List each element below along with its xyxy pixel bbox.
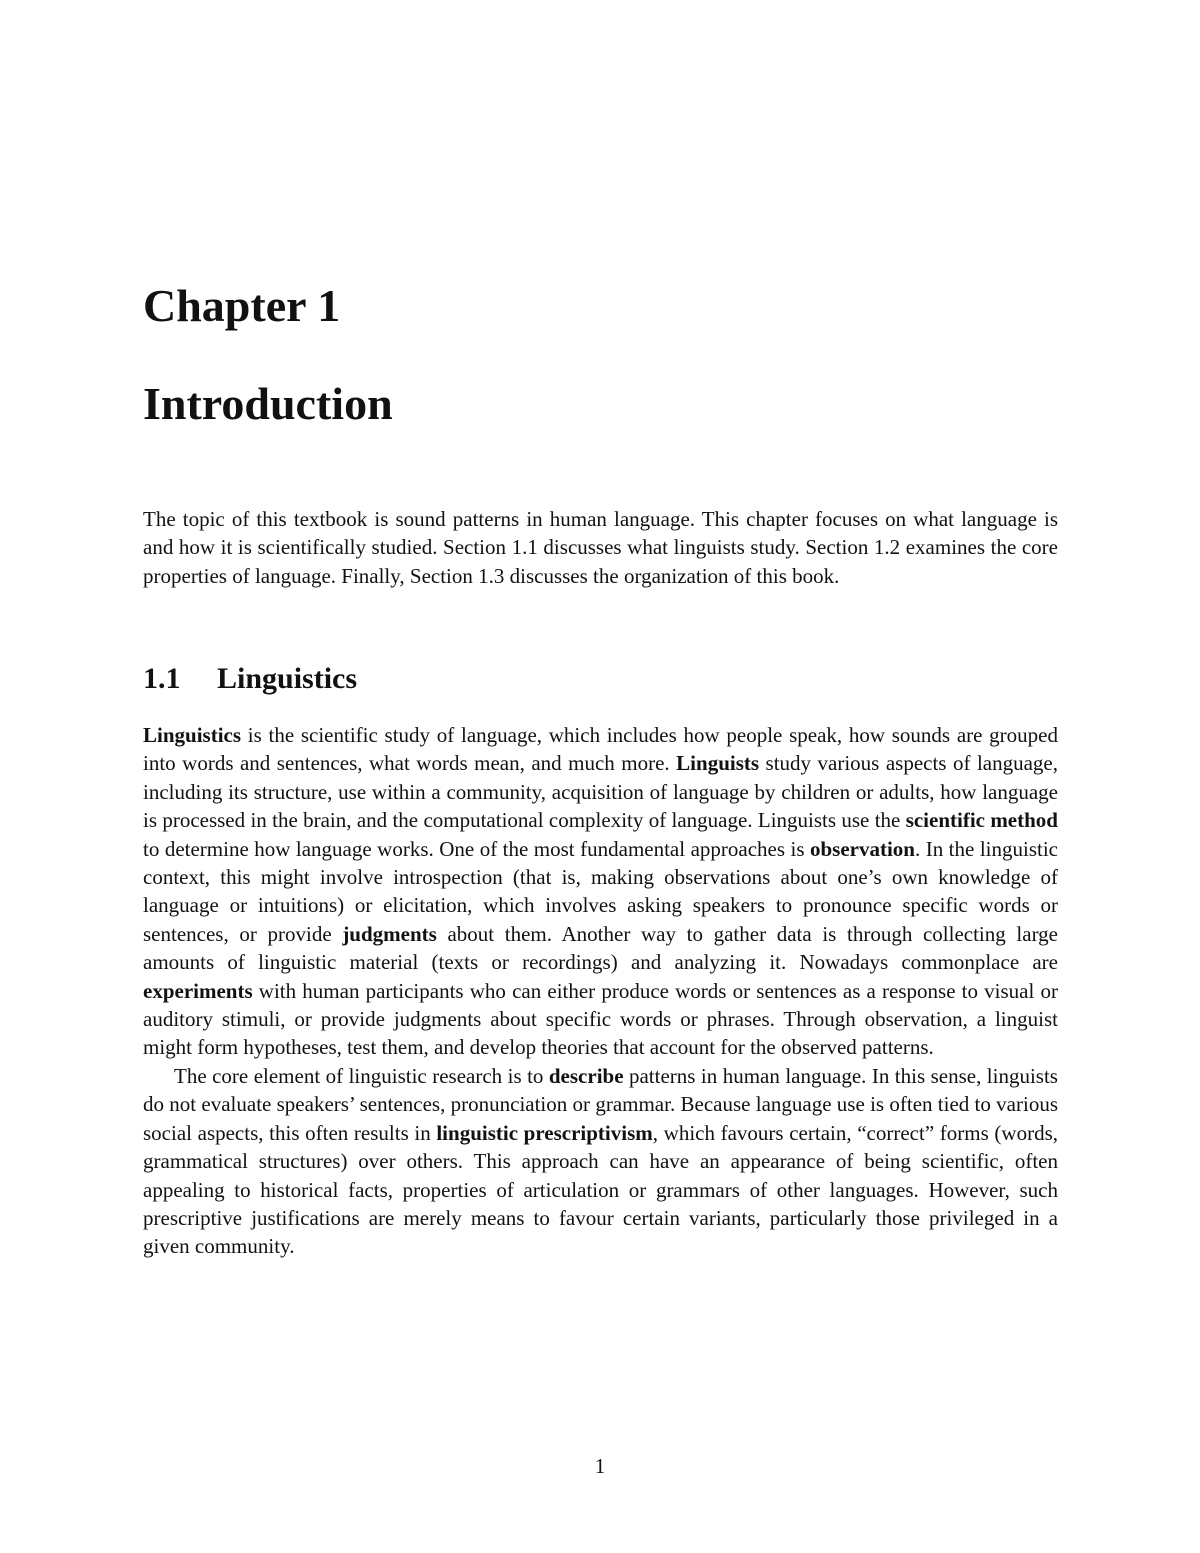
text-run: , which favours certain, “correct” forms (words, grammatical structures) over others. This approach can have an appearance of being scientific, often appealing to historical facts, properties of articulation or grammars of other languages. However, such prescriptive justifications are merely means to favour certain variants, particularly those privileged in a given community.: [143, 1120, 1058, 1259]
term-describe: describe: [548, 1063, 624, 1088]
text-run: with human participants who can either produce words or sentences as a response to visual or auditory stimuli, or provide judgments about specific words or phrases. Through observation, a linguist might form hypotheses, test them, and develop theories that account for the observed patterns.: [143, 978, 1058, 1060]
body-paragraph-1: [143, 721, 1058, 1062]
section-number: 1.1: [143, 662, 181, 695]
body-paragraph-2: [143, 1062, 1058, 1261]
term-observation: observation: [809, 836, 915, 861]
text-run: about them. Another way to gather data is through collecting large amounts of linguistic material (texts or recordings) and analyzing it. Nowadays commonplace are: [143, 921, 1059, 975]
text-run: is the scientific study of language, which includes how people speak, how sounds are grouped into words and sentences, what words mean, and much more.: [143, 723, 1058, 776]
term-linguistics: Linguistics: [143, 723, 242, 747]
section-heading: [143, 660, 357, 698]
section-title: Linguistics: [217, 662, 358, 695]
term-judgments: judgments: [342, 921, 437, 946]
chapter-title: Introduction: [143, 378, 393, 429]
chapter-label: Chapter 1: [143, 280, 341, 331]
page-number: 1: [594, 1454, 606, 1478]
term-scientific-method: scientific method: [905, 808, 1058, 833]
text-run: study various aspects of language, including its structure, use within a community, acquisition of language by children or adults, how language is processed in the brain, and the computational complexity of language. Linguists use the: [143, 751, 1058, 833]
intro-paragraph: The topic of this textbook is sound patterns in human language. This chapter focuses on what language is and how it is scientifically studied. Section 1.1 discusses what linguists study. Section 1.2 examines the core properties of language. Finally, Section 1.3 discusses the organization of this book.: [143, 507, 1058, 588]
term-experiments: experiments: [143, 978, 253, 1003]
term-linguistic-prescriptivism: linguistic prescriptivism: [436, 1120, 653, 1145]
section-body: [143, 721, 1058, 1261]
text-run: The core element of linguistic research is to: [174, 1063, 549, 1088]
term-linguists: Linguists: [676, 751, 760, 776]
text-run: patterns in human language. In this sense, linguists do not evaluate speakers’ sentences, pronunciation or grammar. Because language use is often tied to various social aspects, this often results in: [143, 1063, 1058, 1145]
text-run: . In the linguistic context, this might involve introspection (that is, making observations about one’s own knowledge of language or intuitions) or elicitation, which involves asking speakers to pronounce specific words or sentences, or provide: [143, 836, 1058, 946]
text-run: to determine how language works. One of the most fundamental approaches is: [143, 836, 810, 861]
